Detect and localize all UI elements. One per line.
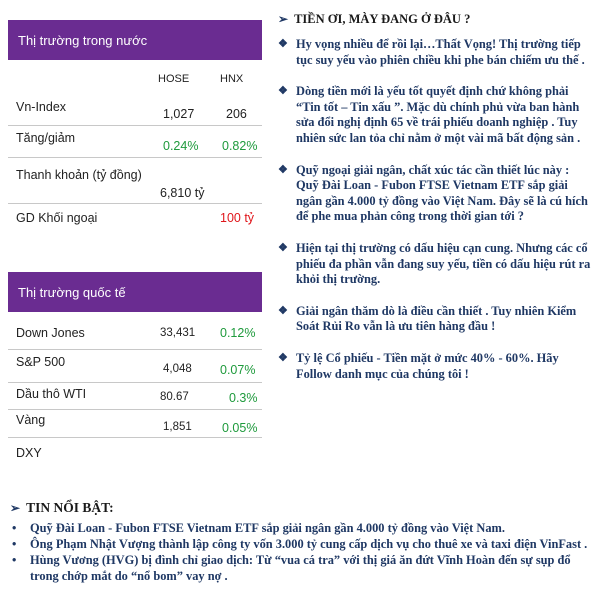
- news-text: Ông Phạm Nhật Vượng thành lập công ty vốn 3.000 tỷ cung cấp dịch vụ cho thuê xe và taxi điện VinFast .: [30, 537, 588, 551]
- list-item: [10, 520, 595, 536]
- list-item: [278, 37, 594, 68]
- commentary-list: [278, 37, 594, 382]
- index-value: 4,048: [163, 363, 192, 375]
- diamond-bullet-icon: ❖: [278, 351, 288, 364]
- news-text: Quỹ Đài Loan - Fubon FTSE Vietnam ETF sắp giải ngân gần 4.000 tỷ đồng vào Việt Nam.: [30, 521, 505, 535]
- diamond-bullet-icon: ❖: [278, 85, 288, 98]
- list-item: [278, 163, 594, 225]
- table-row: [8, 350, 262, 383]
- index-value: 33,431: [160, 327, 196, 339]
- liquidity-value: 6,810 tỷ: [160, 186, 205, 200]
- bullet-text: Giải ngân thăm dò là điều cần thiết . Tuy nhiên Kiểm Soát Rủi Ro vẫn là ưu tiên hàng đầu !: [296, 303, 577, 334]
- index-change: 0.3%: [229, 391, 258, 405]
- row-label: Thanh khoản (tỷ đồng): [16, 168, 142, 182]
- domestic-column-headers: [8, 60, 262, 94]
- diamond-bullet-icon: ❖: [278, 163, 288, 176]
- bullet-text: Hiện tại thị trường có dấu hiệu cạn cung. Nhưng các cổ phiếu đa phần vẫn đang suy yếu, tiền có dấu hiệu rút ra khỏi thị trường.: [296, 240, 591, 287]
- table-row: [8, 383, 262, 410]
- market-panel: [8, 20, 262, 466]
- list-item: [278, 351, 594, 382]
- index-change: 0.07%: [220, 363, 256, 377]
- commentary-title: TIỀN ƠI, MÀY ĐANG Ở ĐÂU ?: [294, 12, 471, 26]
- diamond-bullet-icon: ❖: [278, 241, 288, 254]
- news-list: [10, 520, 595, 584]
- diamond-bullet-icon: ❖: [278, 304, 288, 317]
- row-label: DXY: [16, 446, 42, 460]
- bullet-text: Dòng tiền mới là yếu tốt quyết định chứ không phải “Tin tốt – Tin xấu ”. Mặc dù chính phủ vừa ban hành sửa đổi nghị định 65 về trái phiếu doanh nghiệp . Tuy nhiên sức lan tỏa chỉ nằm ở một vài mã bất động sản .: [296, 84, 581, 145]
- index-change: 0.12%: [220, 326, 256, 340]
- table-row: [8, 126, 262, 158]
- list-item: [278, 304, 594, 335]
- foreign-trade-value: 100 tỷ: [220, 211, 255, 225]
- news-text: Hùng Vương (HVG) bị đình chỉ giao dịch: Từ “vua cá tra” với thị giá ăn đứt Vĩnh Hoàn đến sự sụp đổ trong chớp mắt do “nổ bom” vay nợ .: [30, 553, 571, 583]
- row-label: GD Khối ngoại: [16, 211, 98, 225]
- row-label: Down Jones: [16, 326, 85, 340]
- bullet-text: Tỷ lệ Cổ phiếu - Tiền mặt ở mức 40% - 60%. Hãy Follow danh mục của chúng tôi !: [296, 350, 559, 381]
- hose-value: 1,027: [163, 107, 195, 121]
- table-row: [8, 438, 262, 466]
- domestic-header: Thị trường trong nước: [8, 20, 262, 60]
- arrow-icon: ➢: [10, 500, 21, 515]
- list-item: [10, 536, 595, 552]
- col-hose: HOSE: [158, 73, 190, 85]
- bullet-text: Hy vọng nhiều để rồi lại…Thất Vọng! Thị trường tiếp tục suy yếu vào phiên chiều khi phe bán chiếm ưu thế .: [296, 37, 585, 67]
- col-hnx: HNX: [220, 73, 244, 85]
- hnx-change: 0.82%: [222, 139, 258, 153]
- index-value: 1,851: [163, 421, 192, 433]
- list-item: [278, 84, 594, 146]
- table-row: [8, 204, 262, 234]
- row-label: Vàng: [16, 413, 46, 427]
- list-item: [10, 552, 595, 584]
- index-value: 80.67: [160, 391, 189, 403]
- commentary-section: [278, 12, 594, 398]
- hnx-value: 206: [226, 107, 247, 121]
- news-title-row: [10, 500, 595, 516]
- index-change: 0.05%: [222, 421, 258, 435]
- bullet-icon: •: [12, 553, 17, 567]
- news-section: [10, 500, 595, 584]
- table-row: [8, 94, 262, 126]
- row-label: Vn-Index: [16, 100, 67, 114]
- commentary-title-row: [278, 12, 594, 27]
- diamond-bullet-icon: ❖: [278, 38, 288, 50]
- bullet-icon: •: [12, 537, 17, 551]
- table-row: [8, 410, 262, 438]
- table-row: [8, 318, 262, 350]
- hose-change: 0.24%: [163, 139, 199, 153]
- news-title: TIN NỔI BẬT:: [26, 500, 114, 515]
- row-label: Dầu thô WTI: [16, 387, 87, 401]
- arrow-icon: ➢: [278, 12, 289, 26]
- bullet-icon: •: [12, 521, 17, 535]
- row-label: S&P 500: [16, 355, 66, 369]
- row-label: Tăng/giảm: [16, 131, 76, 145]
- international-header: Thị trường quốc tế: [8, 272, 262, 312]
- bullet-text: Quỹ ngoại giải ngân, chất xúc tác cần thiết lúc này : Quỹ Đài Loan - Fubon FTSE Vietnam ETF sắp giải ngân gần 4.000 tỷ đồng vào Việt Nam. Đây sẽ là cú hích để phe mua phản công trong thời gian tới ?: [296, 162, 588, 224]
- table-row: [8, 158, 262, 204]
- list-item: [278, 241, 594, 288]
